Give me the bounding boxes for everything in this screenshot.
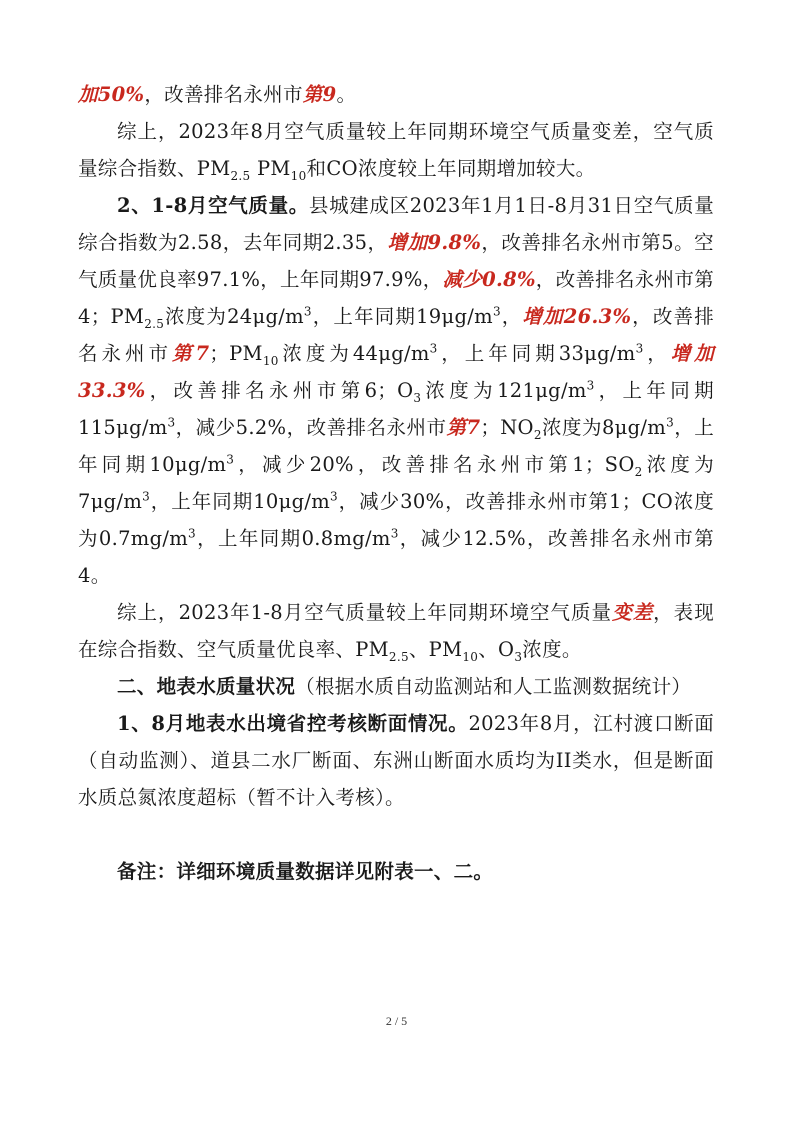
page-number: 2 / 5 bbox=[385, 1014, 408, 1028]
paragraph-surface-water-august: 1、8月地表水出境省控考核断面情况。2023年8月，江村渡口断面（自动监测）、道县二水厂断面、东洲山断面水质均为II类水，但是断面水质总氮浓度超标（暂不计入考核）。 bbox=[78, 712, 714, 809]
document-body bbox=[78, 76, 714, 890]
section-surface-water-heading: 二、地表水质量状况（根据水质自动监测站和人工监测数据统计） bbox=[117, 675, 692, 698]
section-heading: 二、地表水质量状况 bbox=[117, 675, 296, 698]
section-heading: 1、8月地表水出境省控考核断面情况。 bbox=[117, 712, 469, 735]
highlight-increase: 加50% bbox=[78, 83, 145, 106]
paragraph-jan-aug-summary: 综上，2023年1-8月空气质量较上年同期环境空气质量变差，表现在综合指数、空气质量优良率、$PM_{2.5}$、$PM_{10}$、$O_3$浓度。 bbox=[78, 601, 714, 664]
spacer bbox=[78, 816, 714, 853]
note: 备注：详细环境质量数据详见附表一、二。 bbox=[117, 860, 494, 883]
highlight-rank: 第9 bbox=[302, 83, 337, 106]
section-heading: 2、1-8月空气质量。 bbox=[117, 194, 309, 217]
paragraph-august-summary: 综上，2023年8月空气质量较上年同期环境空气质量变差，空气质量综合指数、$PM_{2.5}$ $PM_{10}$和CO浓度较上年同期增加较大。 bbox=[78, 120, 714, 183]
paragraph-jan-aug-air-quality: 2、1-8月空气质量。县城建成区2023年1月1日-8月31日空气质量综合指数为2.58，去年同期2.35，增加9.8%，改善排名永州市第5。空气质量优良率97.1%，上年同期97.9%，减少0.8%，改善排名永州市第4；$PM_{2.5}$浓度为$24\mu g/m^3$，上年同期$19\mu g/m^3$，增加26.3%，改善排名永州市第7；$PM_{10}$浓度为$44\mu g/m^3$，上年同期$33\mu g/m^3$，增加33.3%，改善排名永州市第6；$O_3$浓度为$121\mu g/m^3$，上年同期$115\mu g/m^3$，减少5.2%，改善排名永州市第7；$NO_2$浓度为$8\mu g/m^3$，上年同期$10\mu g/m^3$，减少20%，改善排名永州市第1；$SO_2$浓度为$7\mu g/m^3$，上年同期$10\mu g/m^3$，减少30%，改善排永州市第1；CO浓度为$0.7mg/m^3$，上年同期$0.8mg/m^3$，减少12.5%，改善排名永州市第4。 bbox=[78, 194, 715, 587]
paragraph-continuation: 加50%，改善排名永州市第9。 bbox=[78, 83, 357, 106]
